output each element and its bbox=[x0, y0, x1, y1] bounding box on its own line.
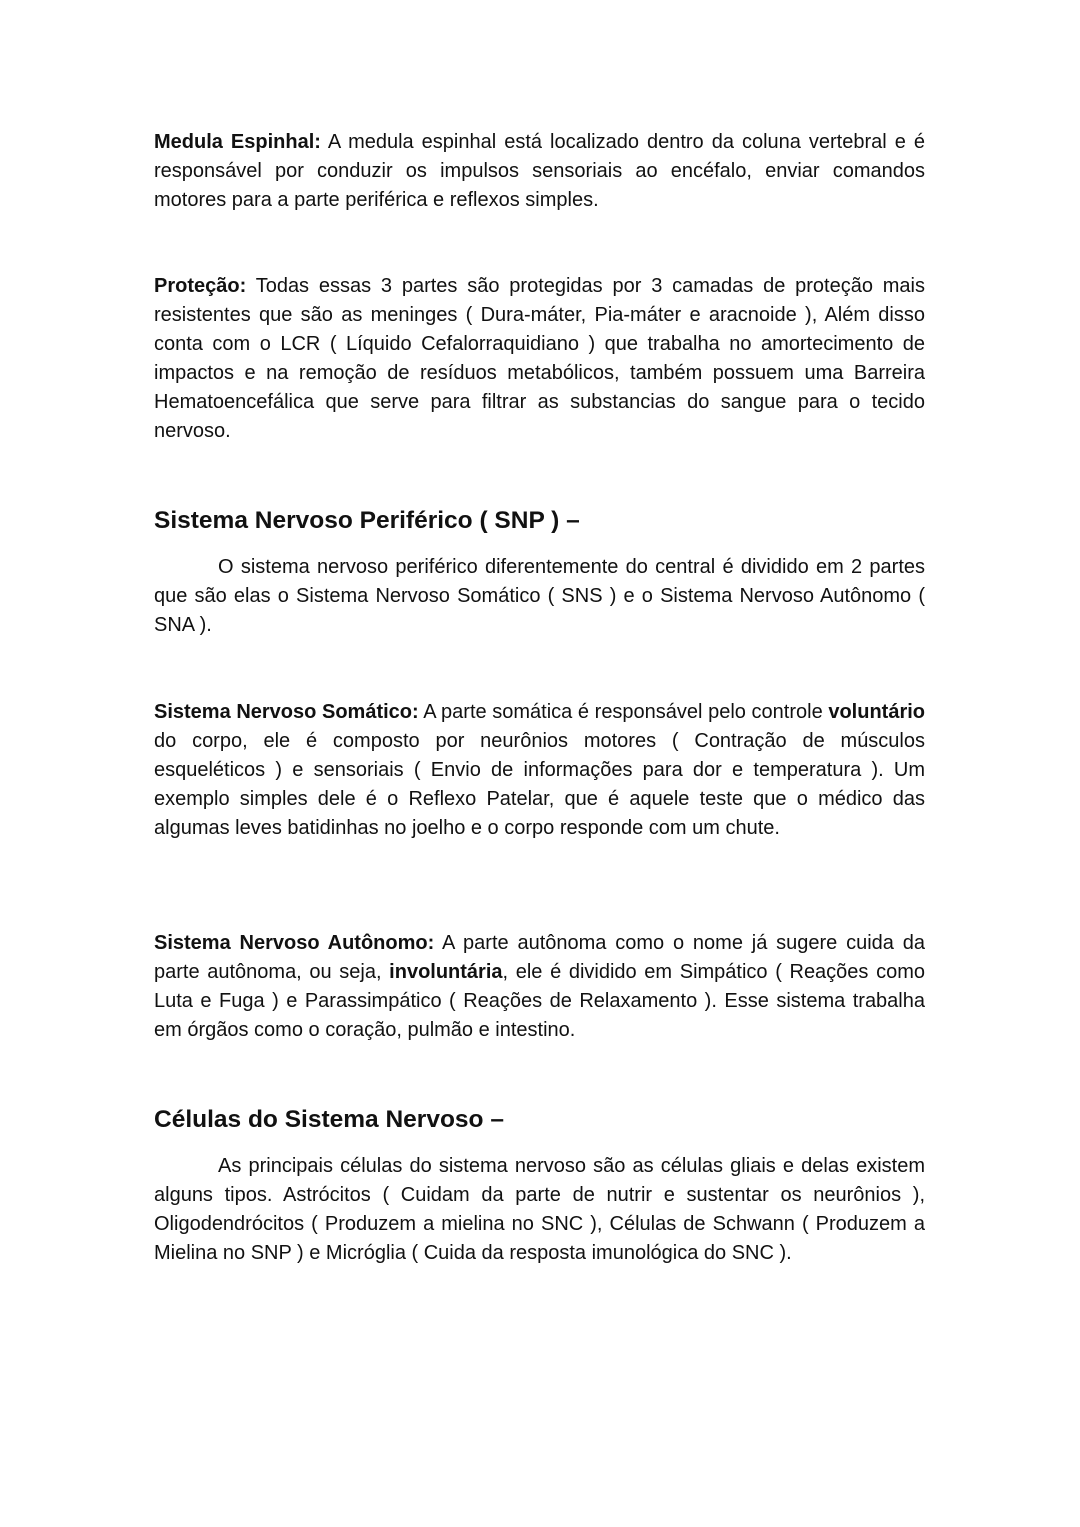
paragraph-celulas: As principais células do sistema nervoso são as células gliais e delas existem alguns tipos. Astrócitos ( Cuidam da parte de nutrir e sustentar os neurônios ), Oligodendrócitos ( Produzem a mielina no SNC ), Células de Schwann ( Produzem a Mielina no SNP ) e Micróglia ( Cuida da resposta imunológica do SNC ). bbox=[154, 1155, 925, 1264]
heading-snp: Sistema Nervoso Periférico ( SNP ) – bbox=[154, 507, 580, 534]
paragraph-label: Sistema Nervoso Somático: bbox=[154, 701, 419, 723]
paragraph-protecao bbox=[154, 272, 925, 446]
paragraph-medula-espinhal bbox=[154, 128, 925, 215]
paragraph-label: Proteção: bbox=[154, 275, 247, 297]
paragraph-snp: O sistema nervoso periférico diferentemente do central é dividido em 2 partes que são elas o Sistema Nervoso Somático ( SNS ) e o Sistema Nervoso Autônomo ( SNA ). bbox=[154, 556, 925, 636]
paragraph-autonomo bbox=[154, 929, 925, 1045]
paragraph-label: Medula Espinhal: bbox=[154, 131, 321, 153]
emphasis: voluntário bbox=[828, 701, 925, 723]
paragraph-label: Sistema Nervoso Autônomo: bbox=[154, 932, 435, 954]
heading-celulas: Células do Sistema Nervoso – bbox=[154, 1106, 504, 1133]
emphasis: involuntária bbox=[389, 961, 503, 983]
paragraph-text: , ele é dividido em Simpático ( Reações como Luta e Fuga ) e Parassimpático ( Reações de Relaxamento ). Esse sistema trabalha em órgãos como o coração, pulmão e intestino. bbox=[154, 961, 925, 1041]
paragraph-text: do corpo, ele é composto por neurônios motores ( Contração de músculos esqueléticos ) e sensoriais ( Envio de informações para dor e temperatura ). Um exemplo simples dele é o Reflexo Patelar, que é aquele teste que o médico das algumas leves batidinhas no joelho e o corpo responde com um chute. bbox=[154, 730, 925, 839]
paragraph-text: A parte somática é responsável pelo controle bbox=[418, 701, 829, 723]
paragraph-text: Todas essas 3 partes são protegidas por 3 camadas de proteção mais resistentes que são as meninges ( Dura-máter, Pia-máter e aracnoide ), Além disso conta com o LCR ( Líquido Cefalorraquidiano ) que trabalha no amortecimento de impactos e na remoção de resíduos metabólicos, também possuem uma Barreira Hematoencefálica que serve para filtrar as substancias do sangue para o tecido nervoso. bbox=[154, 275, 925, 442]
paragraph-text: A medula espinhal está localizado dentro da coluna vertebral e é responsável por conduzir os impulsos sensoriais ao encéfalo, enviar comandos motores para a parte periférica e reflexos simples. bbox=[154, 131, 925, 211]
paragraph-somatico bbox=[154, 698, 925, 843]
paragraph-text: A parte autônoma como o nome já sugere cuida da parte autônoma, ou seja, bbox=[154, 932, 926, 983]
